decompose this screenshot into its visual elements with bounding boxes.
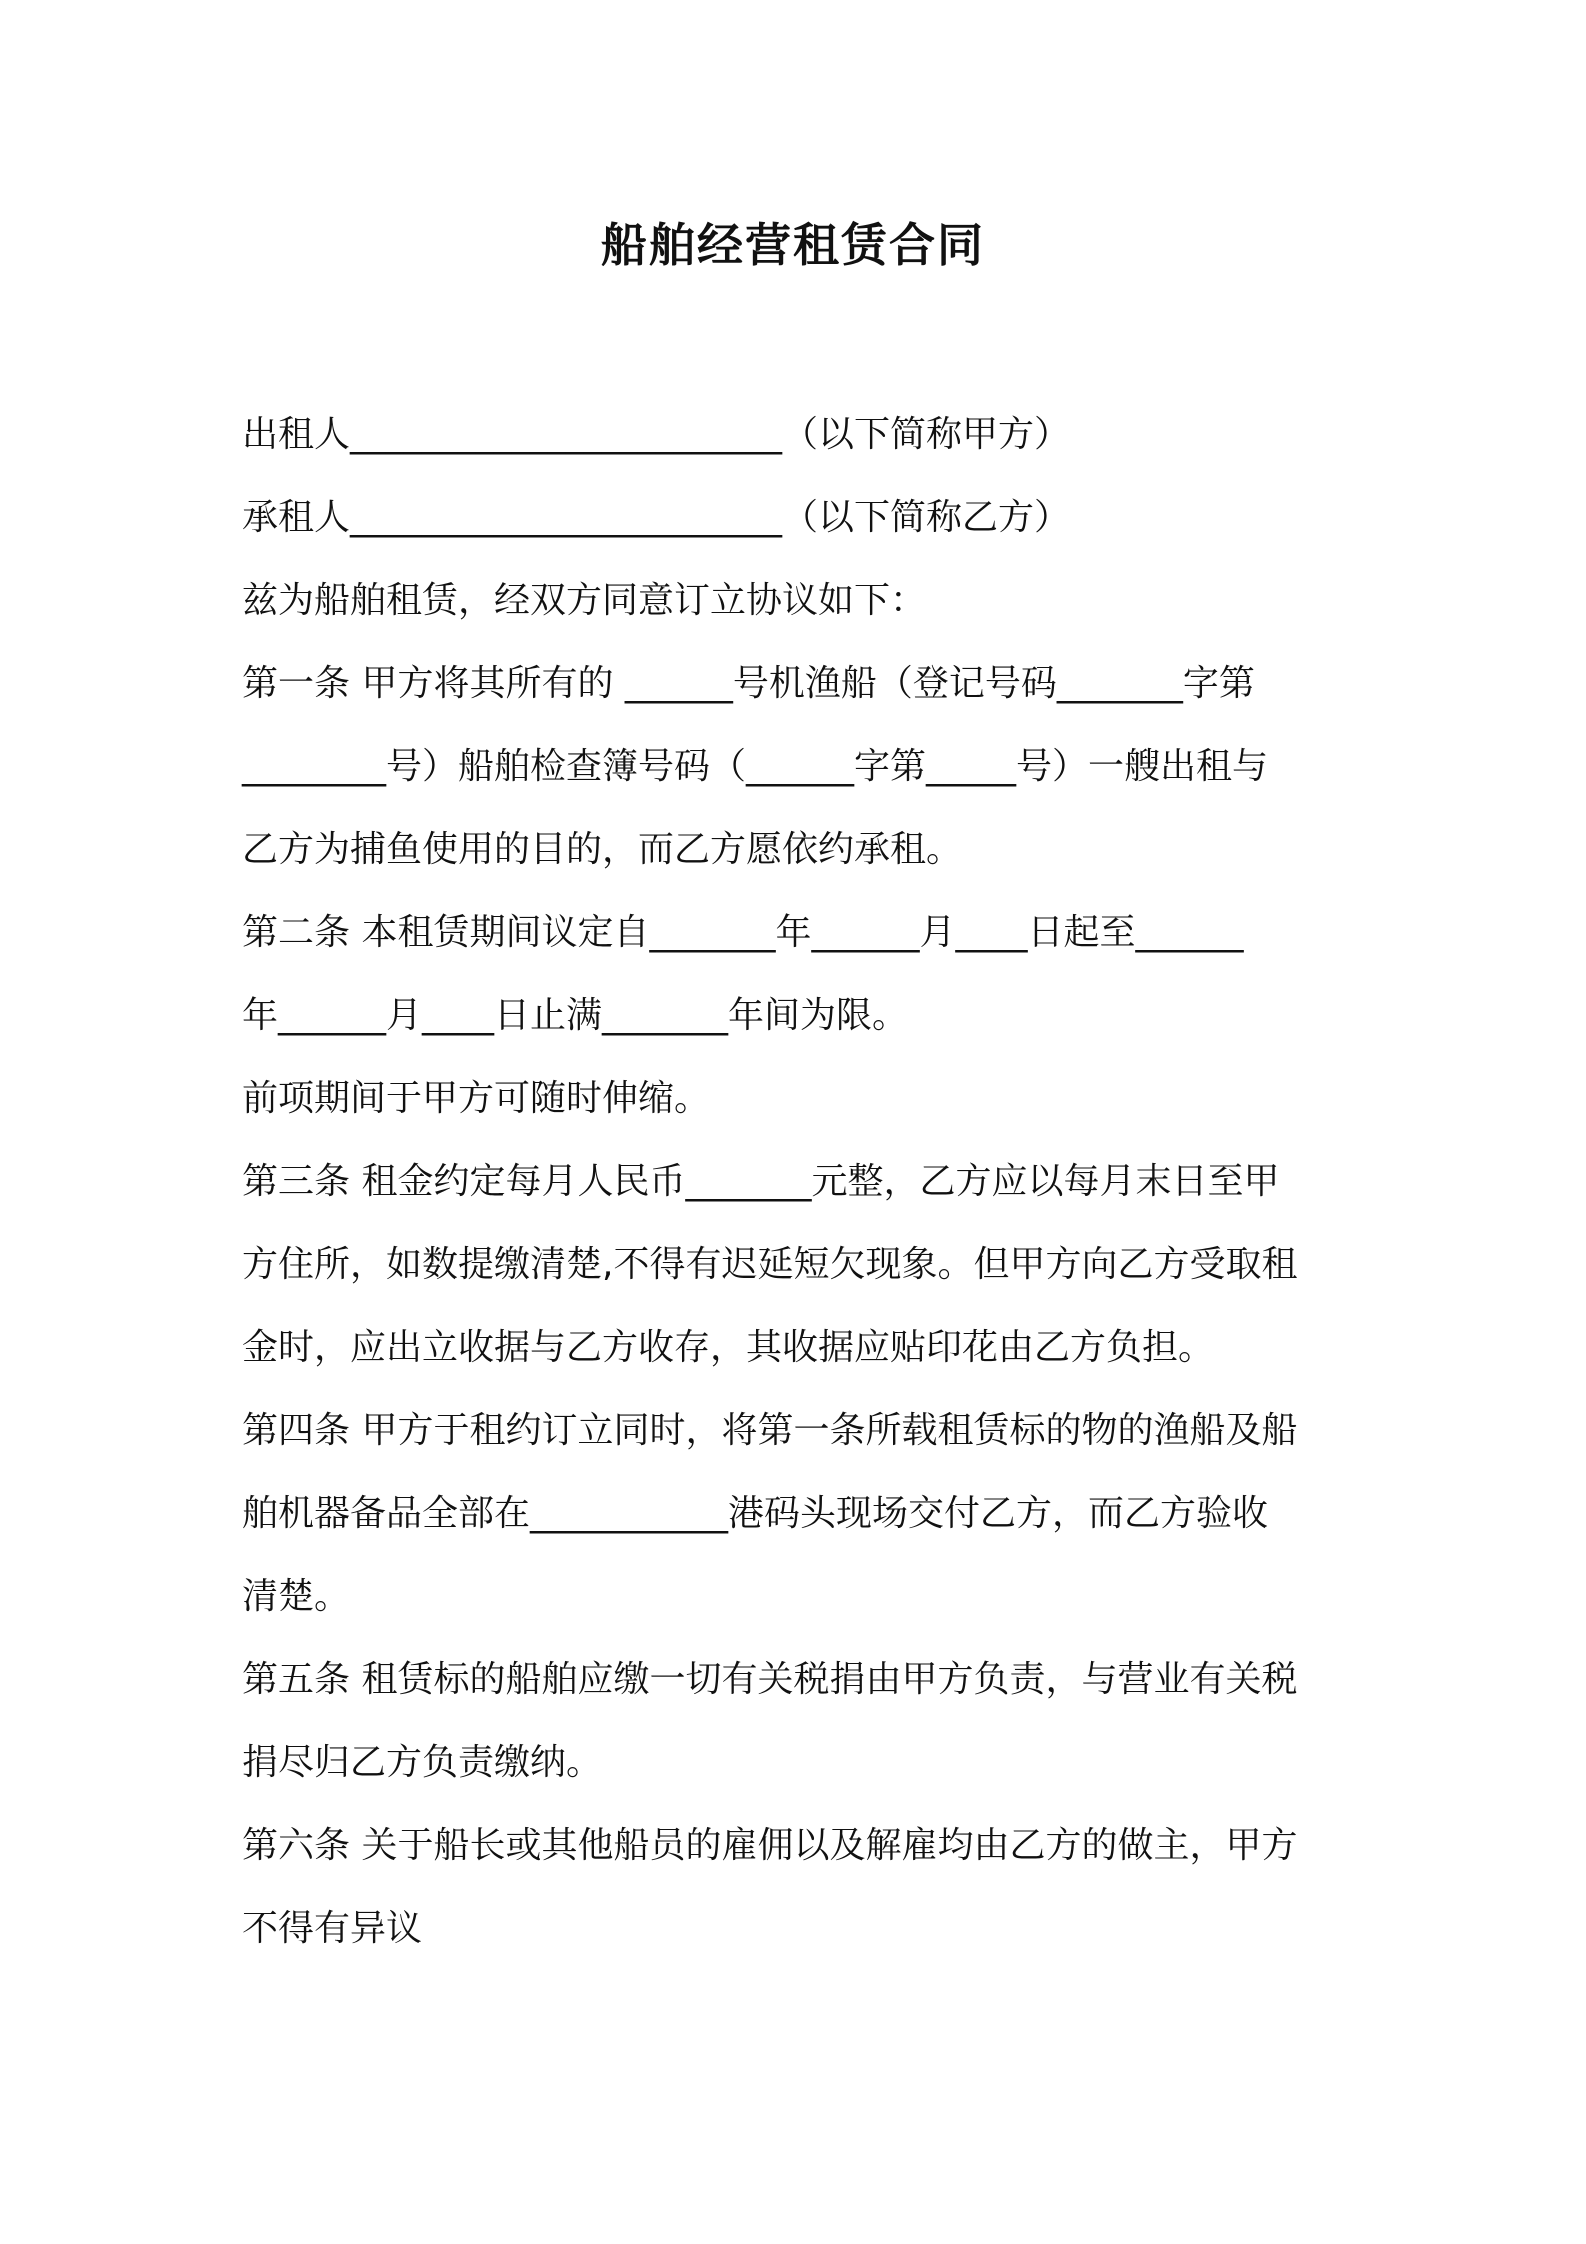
lessee-line: 承租人________________________（以下简称乙方）: [242, 497, 1071, 538]
lessor-line: 出租人________________________（以下简称甲方）: [242, 414, 1071, 455]
article-2-line-2: 年______月____日止满_______年间为限。: [242, 995, 909, 1036]
article-1-line-3: 乙方为捕鱼使用的目的，而乙方愿依约承租。: [242, 829, 963, 870]
article-3-line-1: 第三条 租金约定每月人民币_______元整，乙方应以每月末日至甲: [242, 1161, 1280, 1202]
article-1-line-2: ________号）船舶检查簿号码（______字第_____号）一艘出租与: [242, 746, 1269, 787]
article-4-line-2: 舶机器备品全部在___________港码头现场交付乙方，而乙方验收: [242, 1493, 1269, 1534]
article-5-line-1: 第五条 租赁标的船舶应缴一切有关税捐由甲方负责，与营业有关税: [242, 1659, 1298, 1700]
preamble-line: 兹为船舶租赁，经双方同意订立协议如下：: [242, 580, 927, 621]
article-2-note: 前项期间于甲方可随时伸缩。: [242, 1078, 711, 1119]
article-5-line-2: 捐尽归乙方负责缴纳。: [242, 1742, 603, 1783]
article-1-line-1: 第一条 甲方将其所有的 ______号机渔船（登记号码_______字第: [242, 663, 1255, 704]
document-title: 船舶经营租赁合同: [601, 218, 985, 272]
article-2-line-1: 第二条 本租赁期间议定自_______年______月____日起至______: [242, 912, 1244, 953]
article-4-line-3: 清楚。: [242, 1576, 351, 1617]
article-6-line-1: 第六条 关于船长或其他船员的雇佣以及解雇均由乙方的做主，甲方: [242, 1825, 1298, 1866]
article-6-line-2: 不得有异议: [242, 1908, 423, 1949]
article-3-line-2: 方住所，如数提缴清楚,不得有迟延短欠现象。但甲方向乙方受取租: [242, 1244, 1298, 1285]
article-3-line-3: 金时，应出立收据与乙方收存，其收据应贴印花由乙方负担。: [242, 1327, 1215, 1368]
article-4-line-1: 第四条 甲方于租约订立同时，将第一条所载租赁标的物的渔船及船: [242, 1410, 1298, 1451]
